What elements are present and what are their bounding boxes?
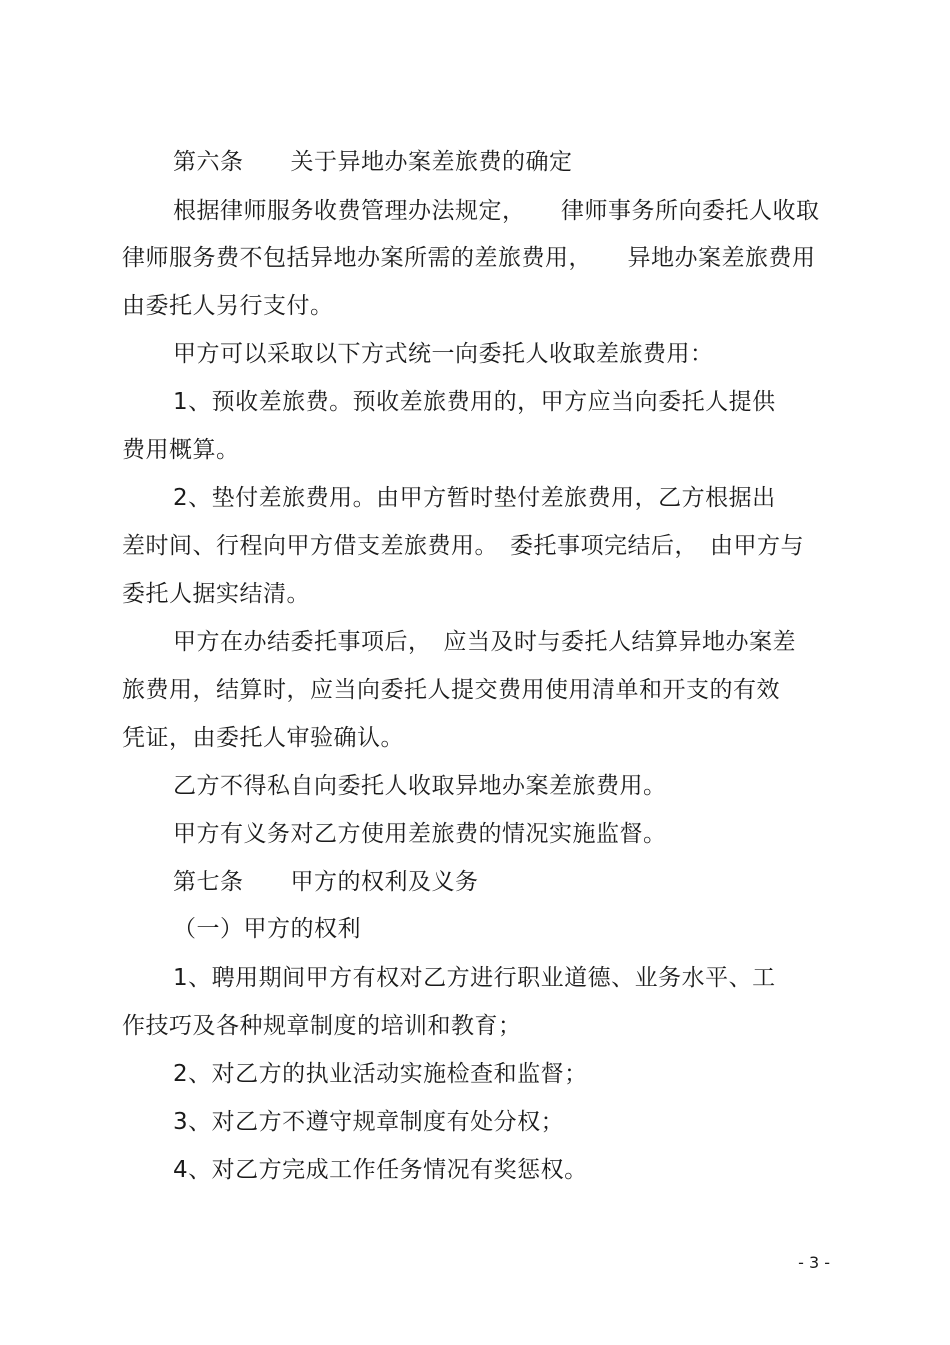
article-7-heading: 第七条 甲方的权利及义务	[173, 869, 479, 895]
paragraph-line: 根据律师服务收费管理办法规定， 律师事务所向委托人收取	[173, 198, 820, 224]
list-item-line: 委托人据实结清。	[122, 581, 310, 607]
list-item-line: 2、对乙方的执业活动实施检查和监督；	[173, 1061, 588, 1087]
list-item-line: 作技巧及各种规章制度的培训和教育；	[122, 1013, 522, 1039]
paragraph-line: 甲方可以采取以下方式统一向委托人收取差旅费用：	[173, 341, 714, 367]
paragraph-line: 律师服务费不包括异地办案所需的差旅费用， 异地办案差旅费用	[122, 245, 816, 271]
paragraph-line: 旅费用，结算时，应当向委托人提交费用使用清单和开支的有效	[122, 677, 780, 703]
paragraph-line: 甲方在办结委托事项后， 应当及时与委托人结算异地办案差	[173, 629, 796, 655]
list-item-line: 费用概算。	[122, 437, 240, 463]
list-item-line: 1、预收差旅费。预收差旅费用的，甲方应当向委托人提供	[173, 389, 776, 415]
paragraph-line: 甲方有义务对乙方使用差旅费的情况实施监督。	[173, 821, 667, 847]
paragraph-line: 乙方不得私自向委托人收取异地办案差旅费用。	[173, 773, 667, 799]
paragraph-line: 凭证，由委托人审验确认。	[122, 725, 404, 751]
section-heading: （一）甲方的权利	[173, 916, 361, 942]
article-6-heading: 第六条 关于异地办案差旅费的确定	[173, 149, 573, 175]
paragraph-line: 由委托人另行支付。	[122, 293, 334, 319]
page-number: - 3 -	[798, 1253, 830, 1272]
list-item-line: 2、垫付差旅费用。由甲方暂时垫付差旅费用，乙方根据出	[173, 485, 776, 511]
list-item-line: 3、对乙方不遵守规章制度有处分权；	[173, 1109, 565, 1135]
list-item-line: 4、对乙方完成工作任务情况有奖惩权。	[173, 1157, 588, 1183]
list-item-line: 差时间、行程向甲方借支差旅费用。 委托事项完结后， 由甲方与	[122, 533, 804, 559]
list-item-line: 1、聘用期间甲方有权对乙方进行职业道德、业务水平、工	[173, 965, 776, 991]
